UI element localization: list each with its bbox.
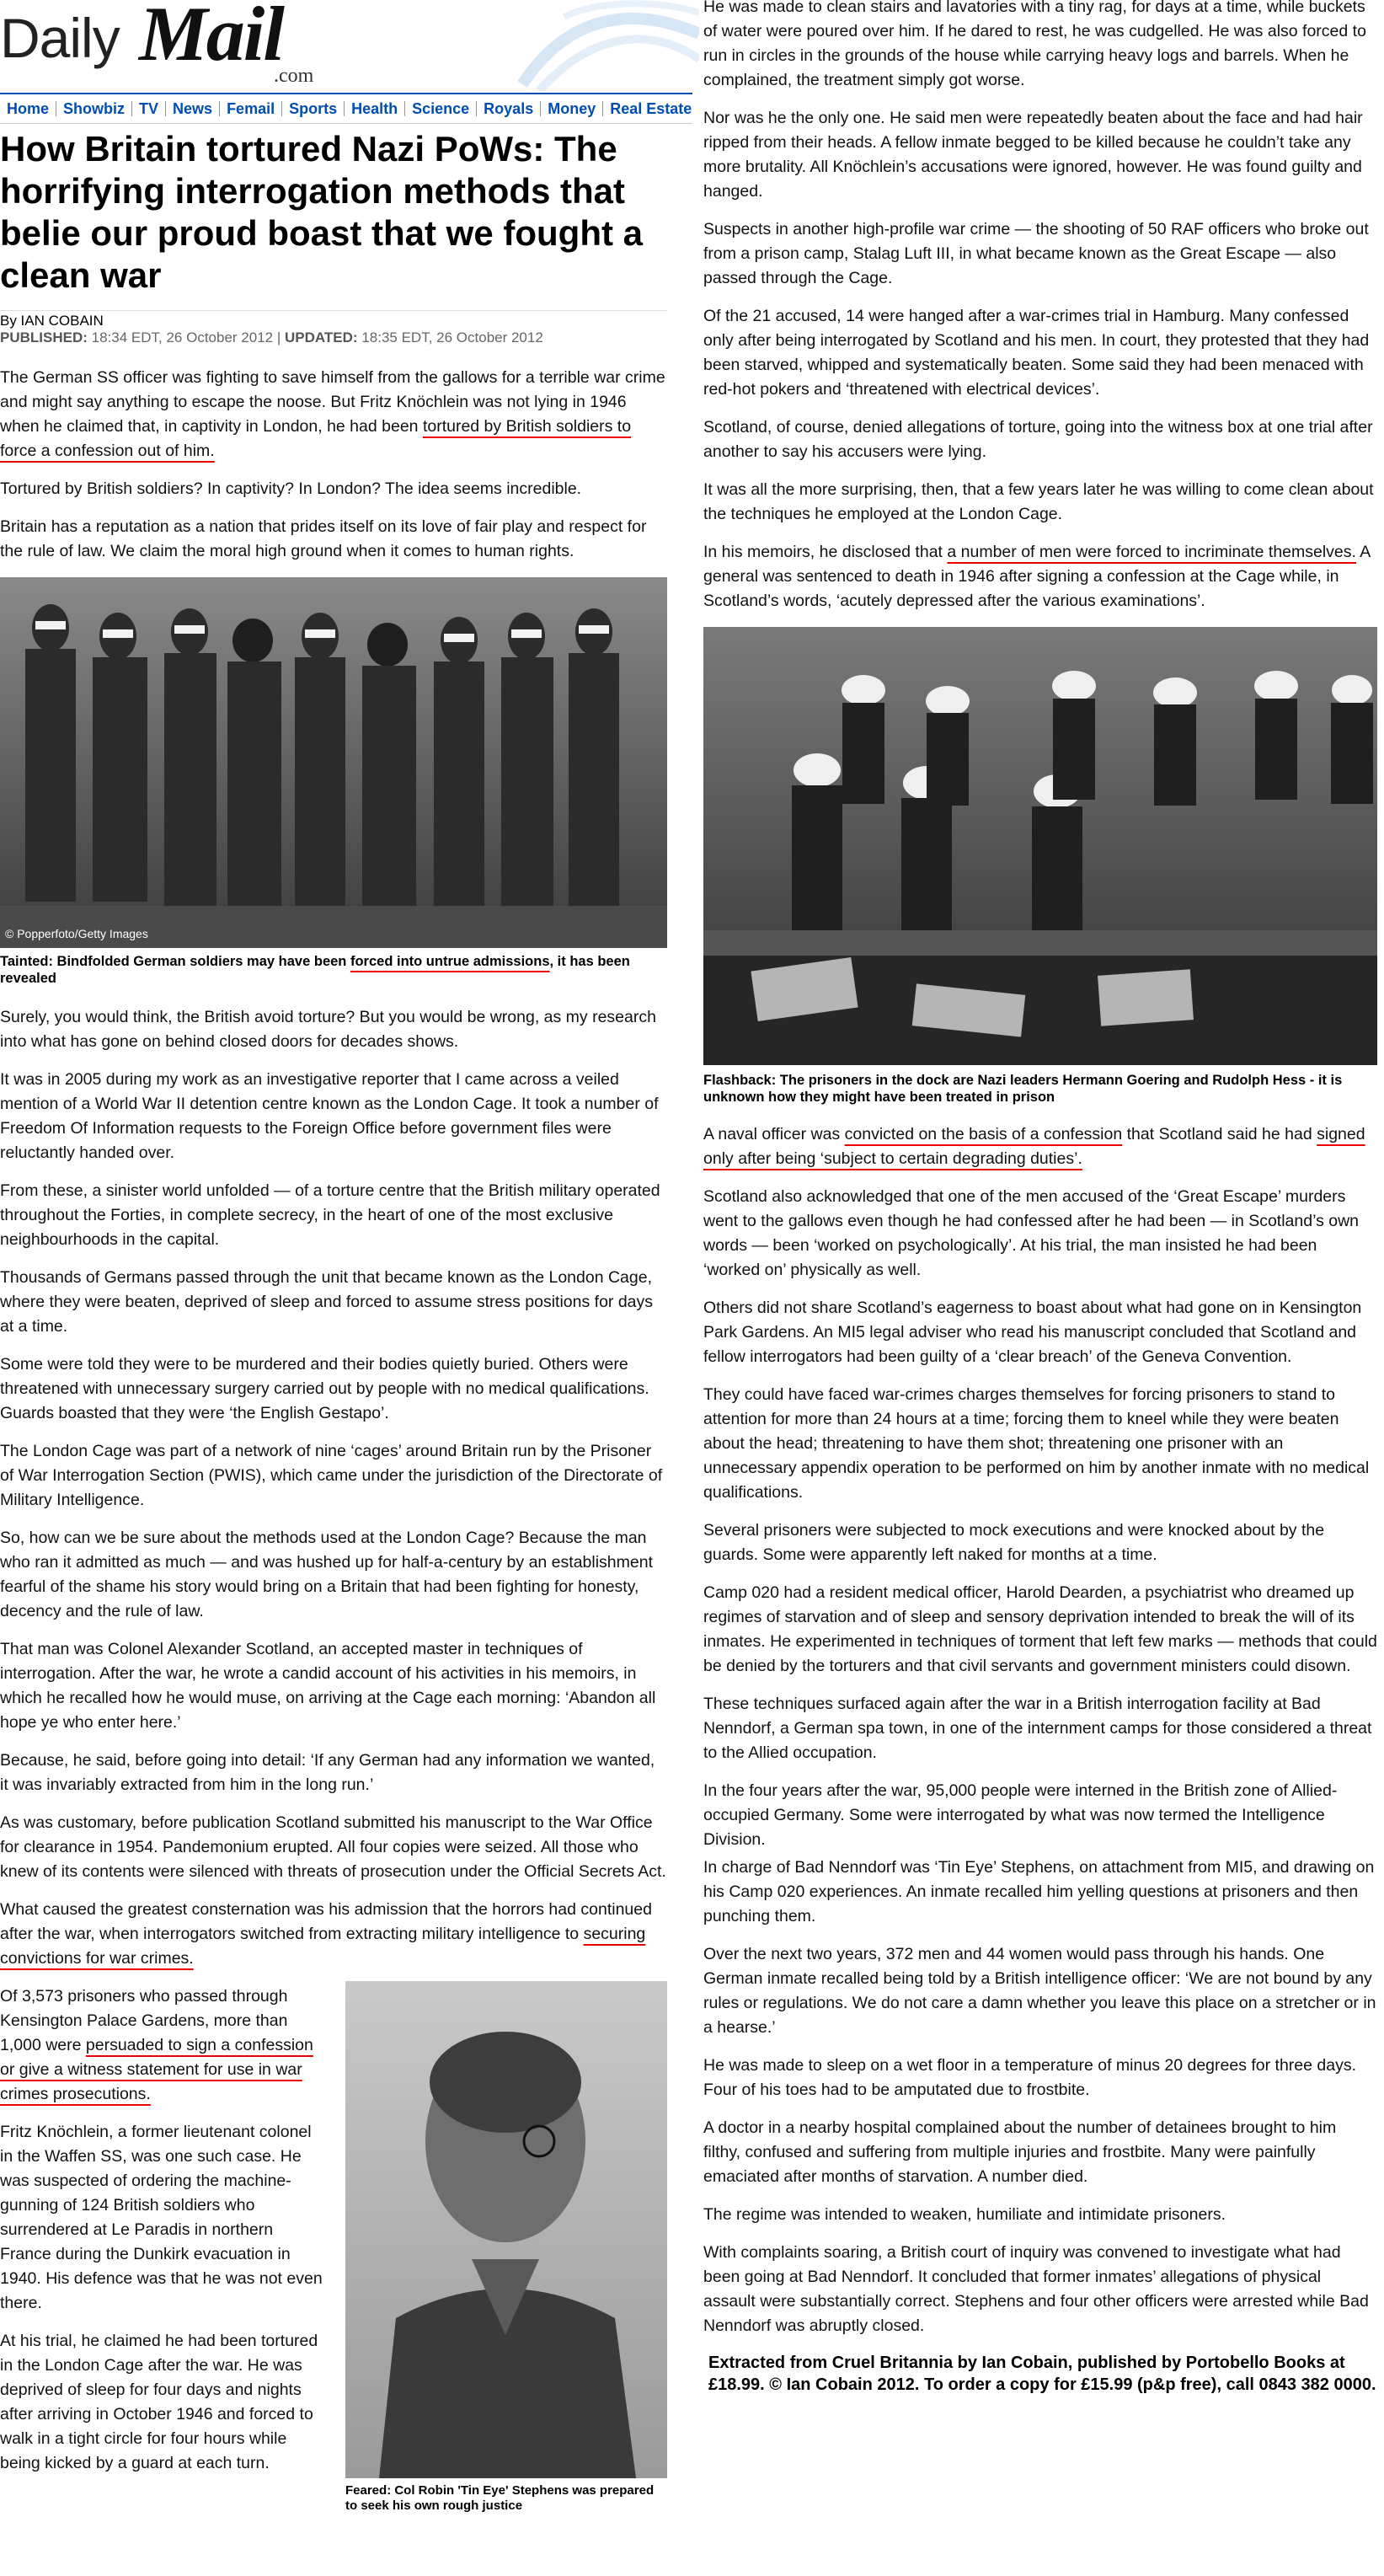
paragraph bbox=[703, 540, 1377, 613]
nav-item-showbiz[interactable]: Showbiz bbox=[56, 101, 132, 116]
paragraph: Because, he said, before going into detail: ‘If any German had any information we wanted, it was invariably extracted from him in the long run.’ bbox=[0, 1751, 655, 1794]
caption-text: , it has been revealed bbox=[0, 954, 630, 986]
paragraph: Of the 21 accused, 14 were hanged after a war-crimes trial in Hamburg. Many confessed only after being interrogated by Scotland and his men. In court, they protested that they had been starved, whipped and systematically beaten. Some said they had been menaced with red-hot pokers and ‘threatened with electrical devices’. bbox=[703, 307, 1370, 399]
nav-item-health[interactable]: Health bbox=[345, 101, 405, 116]
paragraph: From these, a sinister world unfolded — of a torture centre that the British military operated throughout the Forties, in complete secrecy, in the heart of one of the most exclusive neighbourhoods in the capital. bbox=[0, 1181, 660, 1249]
paragraph: Over the next two years, 372 men and 44 women would pass through his hands. One German inmate recalled being told by a British intelligence officer: ‘We are not bound by any rules or regulations. We do not care a damn whether you leave this place on a stretcher or in a hearse.’ bbox=[703, 1945, 1376, 2037]
portrait-figure bbox=[345, 1981, 667, 2514]
paragraph-text: A general was sentenced to death in 1946 after signing a confession at the Cage while, in Scotland’s words, ‘acutely depressed after the various examinations’. bbox=[703, 543, 1371, 610]
nav-item-news[interactable]: News bbox=[166, 101, 220, 116]
book-extract-note: Extracted from Cruel Britannia by Ian Cobain, published by Portobello Books at £18.99. © Ian Cobain 2012. To order a copy for £15.99 (p&p free), call 0843 382 0000. bbox=[708, 2354, 1376, 2394]
paragraph: It was all the more surprising, then, that a few years later he was willing to come clean about the techniques he employed at the London Cage. bbox=[703, 480, 1374, 523]
inline-link[interactable]: a number of men were forced to incriminate themselves. bbox=[947, 543, 1356, 561]
timestamp-separator: | bbox=[276, 329, 281, 345]
nav-item-home[interactable]: Home bbox=[0, 101, 56, 116]
nav-item-science[interactable]: Science bbox=[405, 101, 477, 116]
paragraph: Thousands of Germans passed through the unit that became known as the London Cage, where they were beaten, deprived of sleep and forced to assume stress positions for days at a time. bbox=[0, 1268, 654, 1336]
photo-tin-eye-stephens bbox=[345, 1981, 667, 2478]
caption-text: Tainted: Bindfolded German soldiers may have been bbox=[0, 954, 350, 969]
paragraph: The regime was intended to weaken, humiliate and intimidate prisoners. bbox=[703, 2205, 1226, 2224]
paragraph-text: In his memoirs, he disclosed that bbox=[703, 543, 948, 561]
right-article-body bbox=[703, 0, 1377, 2409]
paragraph: They could have faced war-crimes charges themselves for forcing prisoners to stand to attention for more than 24 hours at a time; forcing them to kneel while they were beaten about the head; threatening to have them shot; threatening one prisoner with an unnecessary appendix operation to be performed on him by another inmate with no medical qualifications. bbox=[703, 1385, 1370, 1502]
paragraph: With complaints soaring, a British court of inquiry was convened to investigate what had been going at Bad Nenndorf. It concluded that former inmates’ allegations of physical assault were substantially correct. Stephens and four other officers were arrested while Bad Nenndorf was abruptly closed. bbox=[703, 2243, 1369, 2335]
float-section bbox=[0, 1984, 667, 2513]
byline bbox=[0, 310, 667, 346]
paragraph: A doctor in a nearby hospital complained about the number of detainees brought to him filthy, confused and suffering from multiple injuries and frostbite. Many were painfully emaciated after months of starvation. A number died. bbox=[703, 2118, 1337, 2186]
portrait-illustration bbox=[345, 1981, 667, 2478]
paragraph: Britain has a reputation as a nation that prides itself on its love of fair play and respect for the rule of law. We claim the moral high ground when it comes to human rights. bbox=[0, 517, 647, 560]
timestamps bbox=[0, 329, 667, 346]
nav-item-royals[interactable]: Royals bbox=[477, 101, 541, 116]
paragraph: Several prisoners were subjected to mock executions and were knocked about by the guards. Some were apparently left naked for months at a time. bbox=[703, 1521, 1325, 1564]
left-column bbox=[0, 0, 667, 91]
logo-mail: Mail bbox=[139, 0, 283, 77]
paragraph: Tortured by British soldiers? In captivity? In London? The idea seems incredible. bbox=[0, 479, 582, 498]
paragraph: Surely, you would think, the British avoid torture? But you would be wrong, as my research into what has gone on behind closed doors for decades shows. bbox=[0, 1008, 656, 1051]
paragraph bbox=[703, 1779, 1377, 1852]
paragraph: Scotland, of course, denied allegations of torture, going into the witness box at one trial after another to say his accusers were lying. bbox=[703, 418, 1373, 461]
photo-caption: Flashback: The prisoners in the dock are Nazi leaders Hermann Goering and Rudolph Hess - it is unknown how they might have been treated in prison bbox=[703, 1073, 1343, 1105]
paragraph-text: In the four years after the war, 95,000 people were interned in the British zone of Allied-occupied Germany. Some were interrogated by what was now termed the Intelligence Division. bbox=[703, 1781, 1338, 1849]
updated-label: UPDATED: bbox=[285, 329, 358, 345]
nav-item-tv[interactable]: TV bbox=[132, 101, 166, 116]
inline-link[interactable]: persuaded to sign a confession or give a witness statement for use in war crimes prosecutions. bbox=[0, 2036, 313, 2103]
paragraph: He was made to clean stairs and lavatories with a tiny rag, for days at a time, while buckets of water were poured over him. If he dared to rest, he was cudgelled. He was also forced to run in circles in the grounds of the house while carrying heavy logs and barrels. When he complained, the treatment simply got worse. bbox=[703, 0, 1366, 89]
paragraph: In charge of Bad Nenndorf was ‘Tin Eye’ Stephens, on attachment from MI5, and drawing on his Camp 020 experiences. An inmate recalled him yelling questions at prisoners and then punching them. bbox=[703, 1858, 1375, 1925]
article-headline: How Britain tortured Nazi PoWs: The horrifying interrogation methods that belie our proud boast that we fought a clean war bbox=[0, 129, 643, 295]
photo-nuremberg-dock bbox=[703, 627, 1377, 1065]
masthead bbox=[0, 0, 667, 91]
paragraph: Scotland also acknowledged that one of the men accused of the ‘Great Escape’ murders went to the gallows even though he had confessed after he had been — in Scotland’s own words — been ‘worked on psychologically’. At his trial, the man insisted he had been ‘worked on’ physically as well. bbox=[703, 1187, 1360, 1279]
inline-link[interactable]: securing convictions for war crimes. bbox=[0, 1925, 646, 1968]
portrait-caption: Feared: Col Robin 'Tin Eye' Stephens was prepared to seek his own rough justice bbox=[345, 2483, 655, 2513]
inline-link[interactable]: signed only after being ‘subject to certain degrading duties’. bbox=[703, 1125, 1365, 1168]
nav-item-sports[interactable]: Sports bbox=[282, 101, 345, 116]
published-label: PUBLISHED: bbox=[0, 329, 88, 345]
paragraph: Camp 020 had a resident medical officer, Harold Dearden, a psychiatrist who dreamed up regimes of starvation and of sleep and sensory deprivation intended to break the will of its inmates. He experimented in techniques of torment that left few marks — methods that could be denied by the torturers and that civil servants and government ministers could disown. bbox=[703, 1583, 1377, 1675]
updated-time: 18:35 EDT, 26 October 2012 bbox=[361, 329, 543, 345]
photo-credit: © Popperfoto/Getty Images bbox=[5, 927, 148, 940]
photo-caption bbox=[0, 953, 667, 987]
nav-item-money[interactable]: Money bbox=[541, 101, 603, 116]
paragraph: At his trial, he claimed he had been tortured in the London Cage after the war. He was deprived of sleep for four days and nights after arriving in October 1946 and forced to walk in a tight circle for four hours while being kicked by a guard at each turn. bbox=[0, 2332, 318, 2472]
paragraph: So, how can we be sure about the methods used at the London Cage? Because the man who ran it admitted as much — and was hushed up for half-a-century by an establishment fearful of the shame his story would bring on a Britain that had been fighting for honesty, decency and the rule of law. bbox=[0, 1529, 653, 1620]
paragraph-text: Of 3,573 prisoners who passed through Kensington Palace Gardens, more than 1,000 were bbox=[0, 1987, 288, 2054]
paragraph bbox=[0, 1898, 667, 1971]
paragraph bbox=[0, 366, 667, 463]
paragraph-text: that Scotland said he had bbox=[1122, 1125, 1317, 1143]
inline-link[interactable]: forced into untrue admissions bbox=[350, 954, 550, 969]
paragraph: These techniques surfaced again after the war in a British interrogation facility at Bad Nenndorf, a German spa town, in one of the internment camps for those considered a threat to the Allied occupation. bbox=[703, 1695, 1372, 1762]
paragraph: As was customary, before publication Scotland submitted his manuscript to the War Office for clearance in 1954. Pandemonium erupted. All four copies were seized. All those who knew of its contents were silenced with threats of prosecution under the Official Secrets Act. bbox=[0, 1813, 666, 1881]
photo-dock-illustration bbox=[703, 627, 1377, 1065]
author[interactable]: By IAN COBAIN bbox=[0, 313, 104, 329]
paragraph: Suspects in another high-profile war crime — the shooting of 50 RAF officers who broke out from a prison camp, Stalag Luft III, in what became known as the Great Escape — also passed through the Cage. bbox=[703, 220, 1369, 287]
inline-link[interactable]: convicted on the basis of a confession bbox=[844, 1125, 1123, 1143]
paragraph: It was in 2005 during my work as an investigative reporter that I came across a veiled mention of a World War II detention centre known as the London Cage. It took a number of Freedom Of Information requests to the Foreign Office before government files were reluctantly handed over. bbox=[0, 1070, 659, 1162]
paragraph: Others did not share Scotland’s eagerness to boast about what had gone on in Kensington Park Gardens. An MI5 legal adviser who read his manuscript concluded that Scotland and fellow interrogators had been guilty of a ‘clear breach’ of the Geneva Convention. bbox=[703, 1299, 1362, 1366]
paragraph-text: The German SS officer was fighting to save himself from the gallows for a terrible war crime and might say anything to escape the noose. But Fritz Knöchlein was not lying in 1946 when he claimed that, in captivity in London, he had been bbox=[0, 368, 665, 436]
paragraph: Nor was he the only one. He said men were repeatedly beaten about the face and had hair ripped from their heads. A fellow inmate begged to be killed because he couldn’t take any more brutality. All Knöchlein’s accusations were ignored, however. He was found guilty and hanged. bbox=[703, 109, 1363, 201]
paragraph-text: What caused the greatest consternation was his admission that the horrors had continued after the war, when interrogators switched from extracting military intelligence to bbox=[0, 1900, 652, 1943]
left-article-body bbox=[0, 366, 667, 2519]
inline-link[interactable]: tortured by British soldiers to force a confession out of him. bbox=[0, 417, 632, 460]
nav-item-real-estate[interactable]: Real Estate bbox=[610, 100, 692, 117]
logo-com: .com bbox=[274, 65, 314, 87]
masthead-swoosh-decoration bbox=[505, 0, 699, 91]
published-time: 18:34 EDT, 26 October 2012 bbox=[91, 329, 274, 345]
paragraph: Fritz Knöchlein, a former lieutenant colonel in the Waffen SS, was one such case. He was suspected of ordering the machine-gunning of 124 British soldiers who surrendered at Le Paradis in northern France during the Dunkirk evacuation in 1940. His defence was that he was not even there. bbox=[0, 2123, 323, 2312]
logo-daily: Daily bbox=[0, 7, 120, 69]
paragraph-text: A naval officer was bbox=[703, 1125, 845, 1143]
paragraph: That man was Colonel Alexander Scotland, an accepted master in techniques of interrogation. After the war, he wrote a candid account of his activities in his memoirs, in which he recalled how he would muse, on arriving at the Cage each morning: ‘Abandon all hope ye who enter here.’ bbox=[0, 1640, 656, 1732]
paragraph bbox=[703, 1122, 1377, 1171]
main-nav bbox=[0, 93, 692, 124]
paragraph: The London Cage was part of a network of nine ‘cages’ around Britain run by the Prisoner of War Interrogation Section (PWIS), which came under the jurisdiction of the Directorate of Military Intelligence. bbox=[0, 1442, 663, 1509]
paragraph: Some were told they were to be murdered and their bodies quietly buried. Others were threatened with unnecessary surgery carried out by people with no medical qualifications. Guards boasted that they were ‘the English Gestapo’. bbox=[0, 1355, 649, 1422]
photo-blindfolded-soldiers bbox=[0, 577, 667, 948]
nav-item-femail[interactable]: Femail bbox=[220, 101, 282, 116]
photo-soldiers-illustration bbox=[0, 577, 667, 948]
paragraph: He was made to sleep on a wet floor in a temperature of minus 20 degrees for three days. Four of his toes had to be amputated due to frostbite. bbox=[703, 2056, 1357, 2099]
